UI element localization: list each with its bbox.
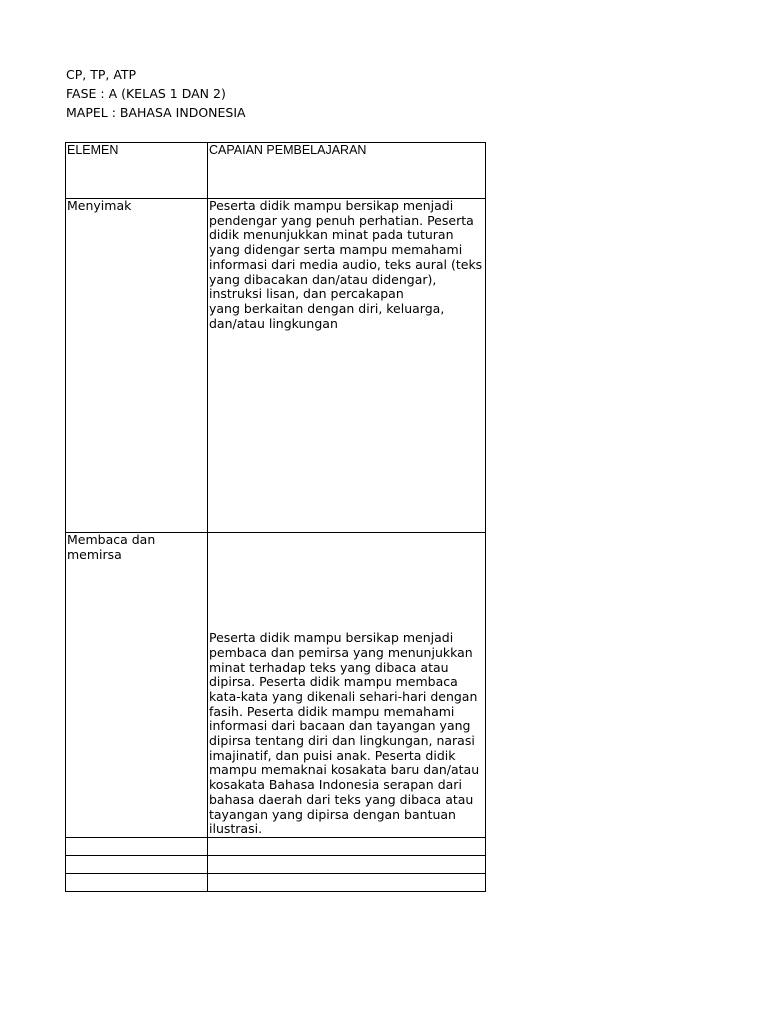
elemen-label: memirsa <box>67 546 122 562</box>
capaian-line: mampu memaknai kosakata baru dan/atau <box>209 762 480 778</box>
capaian-line: dipirsa. Peserta didik mampu membaca <box>209 674 458 690</box>
elemen-cell <box>66 199 208 533</box>
capaian-cell <box>208 533 486 838</box>
elemen-label: Menyimak <box>67 198 132 213</box>
empty-cell <box>208 856 486 874</box>
capaian-line: Peserta didik mampu bersikap menjadi <box>209 198 454 213</box>
capaian-line: minat terhadap teks yang dibaca atau <box>209 659 449 675</box>
capaian-line: informasi dari media audio, teks aural (teks <box>209 256 483 272</box>
capaian-line: pembaca dan pemirsa yang menunjukkan <box>209 644 473 660</box>
capaian-line: yang berkaitan dengan diri, keluarga, <box>209 300 445 316</box>
elemen-cell <box>66 533 208 838</box>
capaian-line: bahasa daerah dari teks yang dibaca atau <box>209 791 474 807</box>
capaian-line: informasi dari bacaan dan tayangan yang <box>209 718 471 734</box>
capaian-line: ilustrasi. <box>209 821 263 837</box>
empty-cell <box>66 874 208 892</box>
document-header-line-3: MAPEL : BAHASA INDONESIA <box>66 105 246 120</box>
empty-cell <box>208 874 486 892</box>
capaian-line: yang didengar serta mampu memahami <box>209 242 463 258</box>
capaian-line: pendengar yang penuh perhatian. Peserta <box>209 212 474 228</box>
document-header-line-1: CP, TP, ATP <box>66 67 137 82</box>
capaian-cell <box>208 199 486 533</box>
capaian-line: dan/atau lingkungan <box>209 315 338 331</box>
empty-table-row <box>66 856 486 874</box>
empty-cell <box>66 856 208 874</box>
empty-cell <box>66 838 208 856</box>
empty-table-row <box>66 838 486 856</box>
table-header-row <box>66 143 486 199</box>
empty-table-row <box>66 874 486 892</box>
capaian-line: dipirsa tentang diri dan lingkungan, narasi <box>209 733 475 749</box>
capaian-line: instruksi lisan, dan percakapan <box>209 286 404 302</box>
empty-cell <box>208 838 486 856</box>
elemen-label: Membaca dan <box>67 532 156 547</box>
capaian-line: fasih. Peserta didik mampu memahami <box>209 703 455 719</box>
capaian-line: tayangan yang dipirsa dengan bantuan <box>209 806 456 822</box>
capaian-line: didik menunjukkan minat pada tuturan <box>209 227 454 243</box>
capaian-pembelajaran-table <box>65 142 486 892</box>
capaian-line: Peserta didik mampu bersikap menjadi <box>209 630 454 646</box>
capaian-line: kata-kata yang dikenali sehari-hari dengan <box>209 688 478 704</box>
capaian-line: yang dibacakan dan/atau didengar), <box>209 271 437 287</box>
column-header-capaian: CAPAIAN PEMBELAJARAN <box>208 143 486 199</box>
table-row <box>66 199 486 533</box>
capaian-line: imajinatif, dan puisi anak. Peserta didik <box>209 747 456 763</box>
table-row <box>66 533 486 838</box>
capaian-line: kosakata Bahasa Indonesia serapan dari <box>209 777 462 793</box>
document-header-line-2: FASE : A (KELAS 1 DAN 2) <box>66 86 226 101</box>
column-header-elemen: ELEMEN <box>66 143 208 199</box>
